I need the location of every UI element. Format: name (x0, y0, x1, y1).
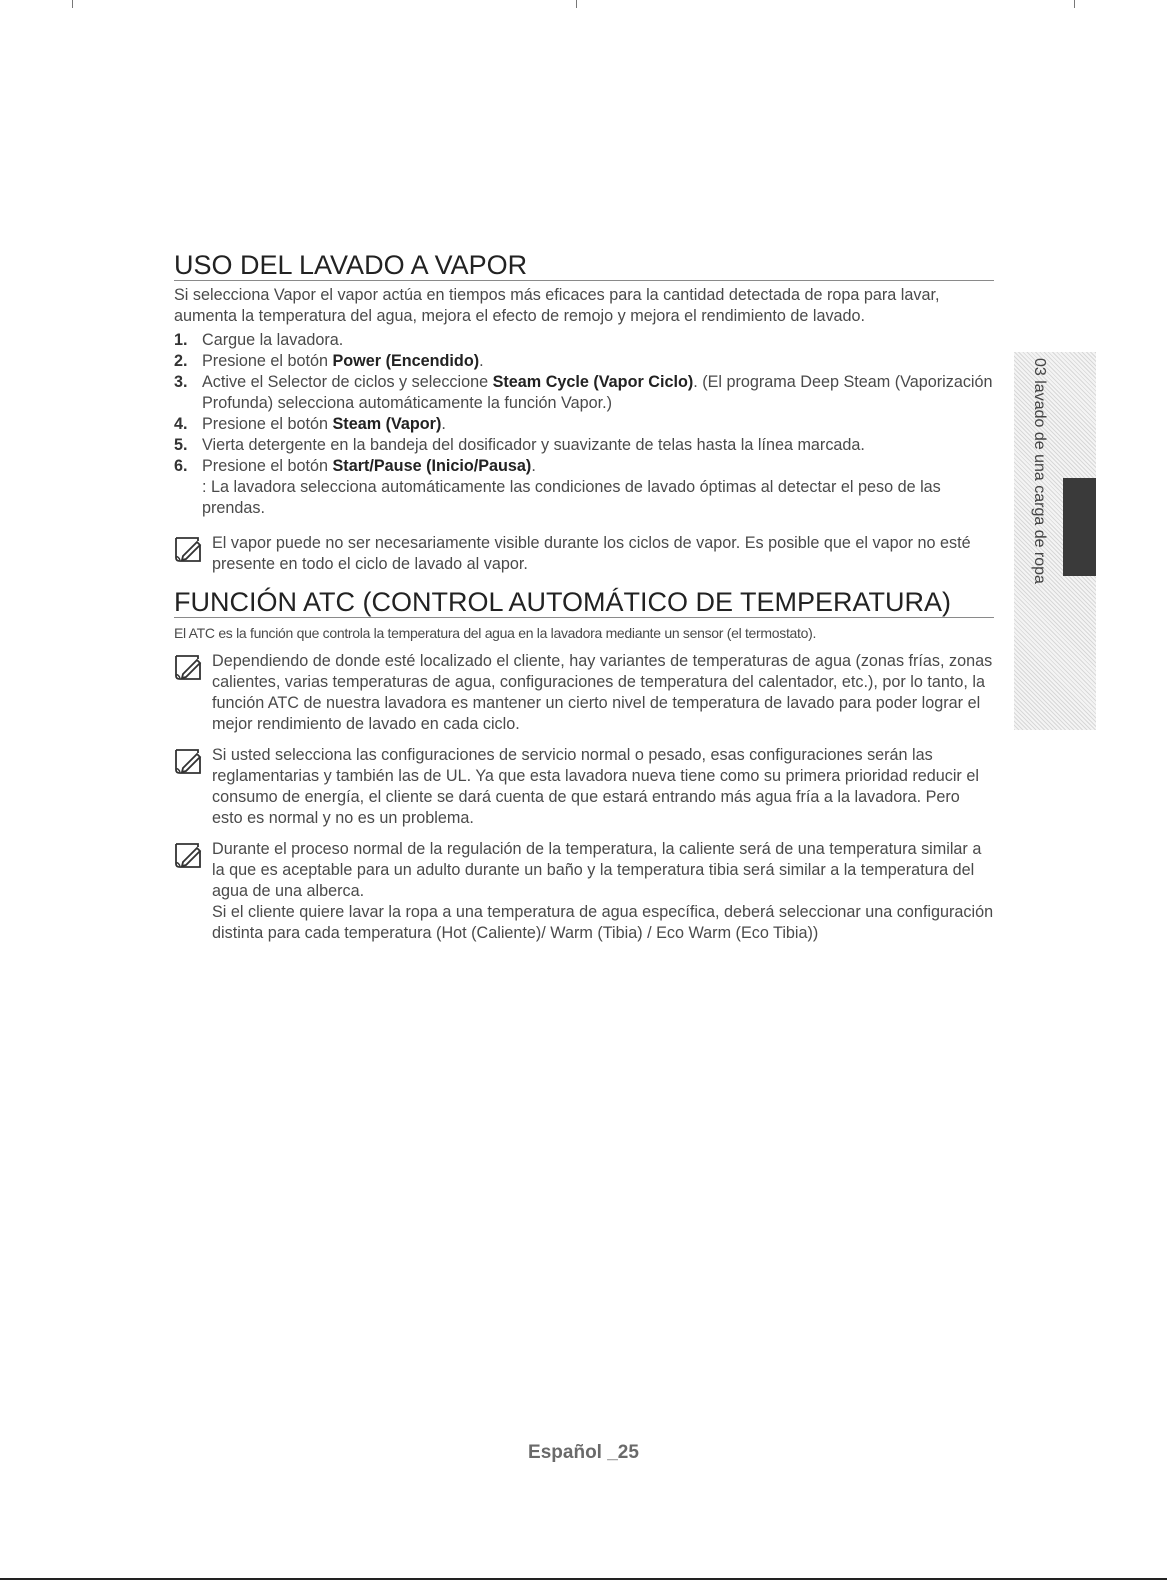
note-atc-3: Durante el proceso normal de la regulación de la temperatura, la caliente será de una temperatura similar a la que es aceptable para un adulto durante un baño y la temperatura tibia será similar a la temperatura del agua de una alberca. Si el cliente quiere lavar la ropa a una temperatura de agua específica, deberá seleccionar una configuración distinta para cada temperatura (Hot (Caliente)/ Warm (Tibia) / Eco Warm (Eco Tibia)) (174, 839, 994, 944)
crop-mark (576, 0, 577, 8)
page-number: Español _25 (528, 1442, 639, 1463)
list-item: 5. Vierta detergente en la bandeja del dosificador y suavizante de telas hasta la línea marcada. (174, 436, 865, 454)
note-pencil-icon (174, 536, 204, 562)
crop-mark (72, 0, 73, 8)
list-item: 1. Cargue la lavadora. (174, 331, 344, 349)
side-tab-marker (1063, 478, 1096, 576)
bottom-rule (0, 1578, 1167, 1580)
note-pencil-icon (174, 654, 204, 680)
steam-intro: Si selecciona Vapor el vapor actúa en tiempos más eficaces para la cantidad detectada de ropa para lavar, aumenta la temperatura del agua, mejora el efecto de remojo y mejora el rendimiento de lavado. (174, 286, 940, 325)
list-item: 4. Presione el botón Steam (Vapor). (174, 415, 446, 433)
crop-mark (1074, 0, 1075, 8)
step6-detail: : La lavadora selecciona automáticamente las condiciones de lavado óptimas al detectar el peso de las prendas. (202, 478, 941, 517)
section-title-steam: USO DEL LAVADO A VAPOR (174, 250, 994, 281)
list-item: 3. Active el Selector de ciclos y seleccione Steam Cycle (Vapor Ciclo). (El programa Deep Steam (Vaporización Profunda) selecciona automáticamente la función Vapor.) (174, 373, 993, 412)
side-tab-label: 03 lavado de una carga de ropa (1031, 358, 1048, 584)
note-steam: El vapor puede no ser necesariamente visible durante los ciclos de vapor. Es posible que el vapor no esté presente en todo el ciclo de lavado al vapor. (174, 533, 994, 575)
note-atc-3-extra: Si el cliente quiere lavar la ropa a una temperatura de agua específica, deberá seleccionar una configuración distinta para cada temperatura (Hot (Caliente)/ Warm (Tibia) / Eco Warm (Eco Tibia)) (212, 903, 994, 942)
list-item: 6. Presione el botón Start/Pause (Inicio/Pausa). (174, 457, 536, 475)
section-title-atc: FUNCIÓN ATC (CONTROL AUTOMÁTICO DE TEMPERATURA) (174, 587, 994, 618)
atc-intro: El ATC es la función que controla la temperatura del agua en la lavadora mediante un sensor (el termostato). (174, 625, 817, 641)
steam-steps (174, 330, 994, 477)
chapter-side-tab (1014, 352, 1096, 730)
list-item: 2. Presione el botón Power (Encendido). (174, 352, 484, 370)
page-content (174, 250, 994, 944)
note-atc-1: Dependiendo de donde esté localizado el cliente, hay variantes de temperaturas de agua (zonas frías, zonas calientes, varias temperaturas de agua, configuraciones de temperatura del calentador, etc.), por lo tanto, la función ATC de nuestra lavadora es mantener un cierto nivel de temperatura de lavado para poder lograr el mejor rendimiento de lavado en cada ciclo. (174, 651, 994, 735)
note-pencil-icon (174, 748, 204, 774)
note-pencil-icon (174, 842, 204, 868)
note-atc-2: Si usted selecciona las configuraciones de servicio normal o pesado, esas configuraciones serán las reglamentarias y también las de UL. Ya que esta lavadora nueva tiene como su primera prioridad reducir el consumo de energía, el cliente se dará cuenta de que estará entrando más agua fría a la lavadora. Pero esto es normal y no es un problema. (174, 745, 994, 829)
